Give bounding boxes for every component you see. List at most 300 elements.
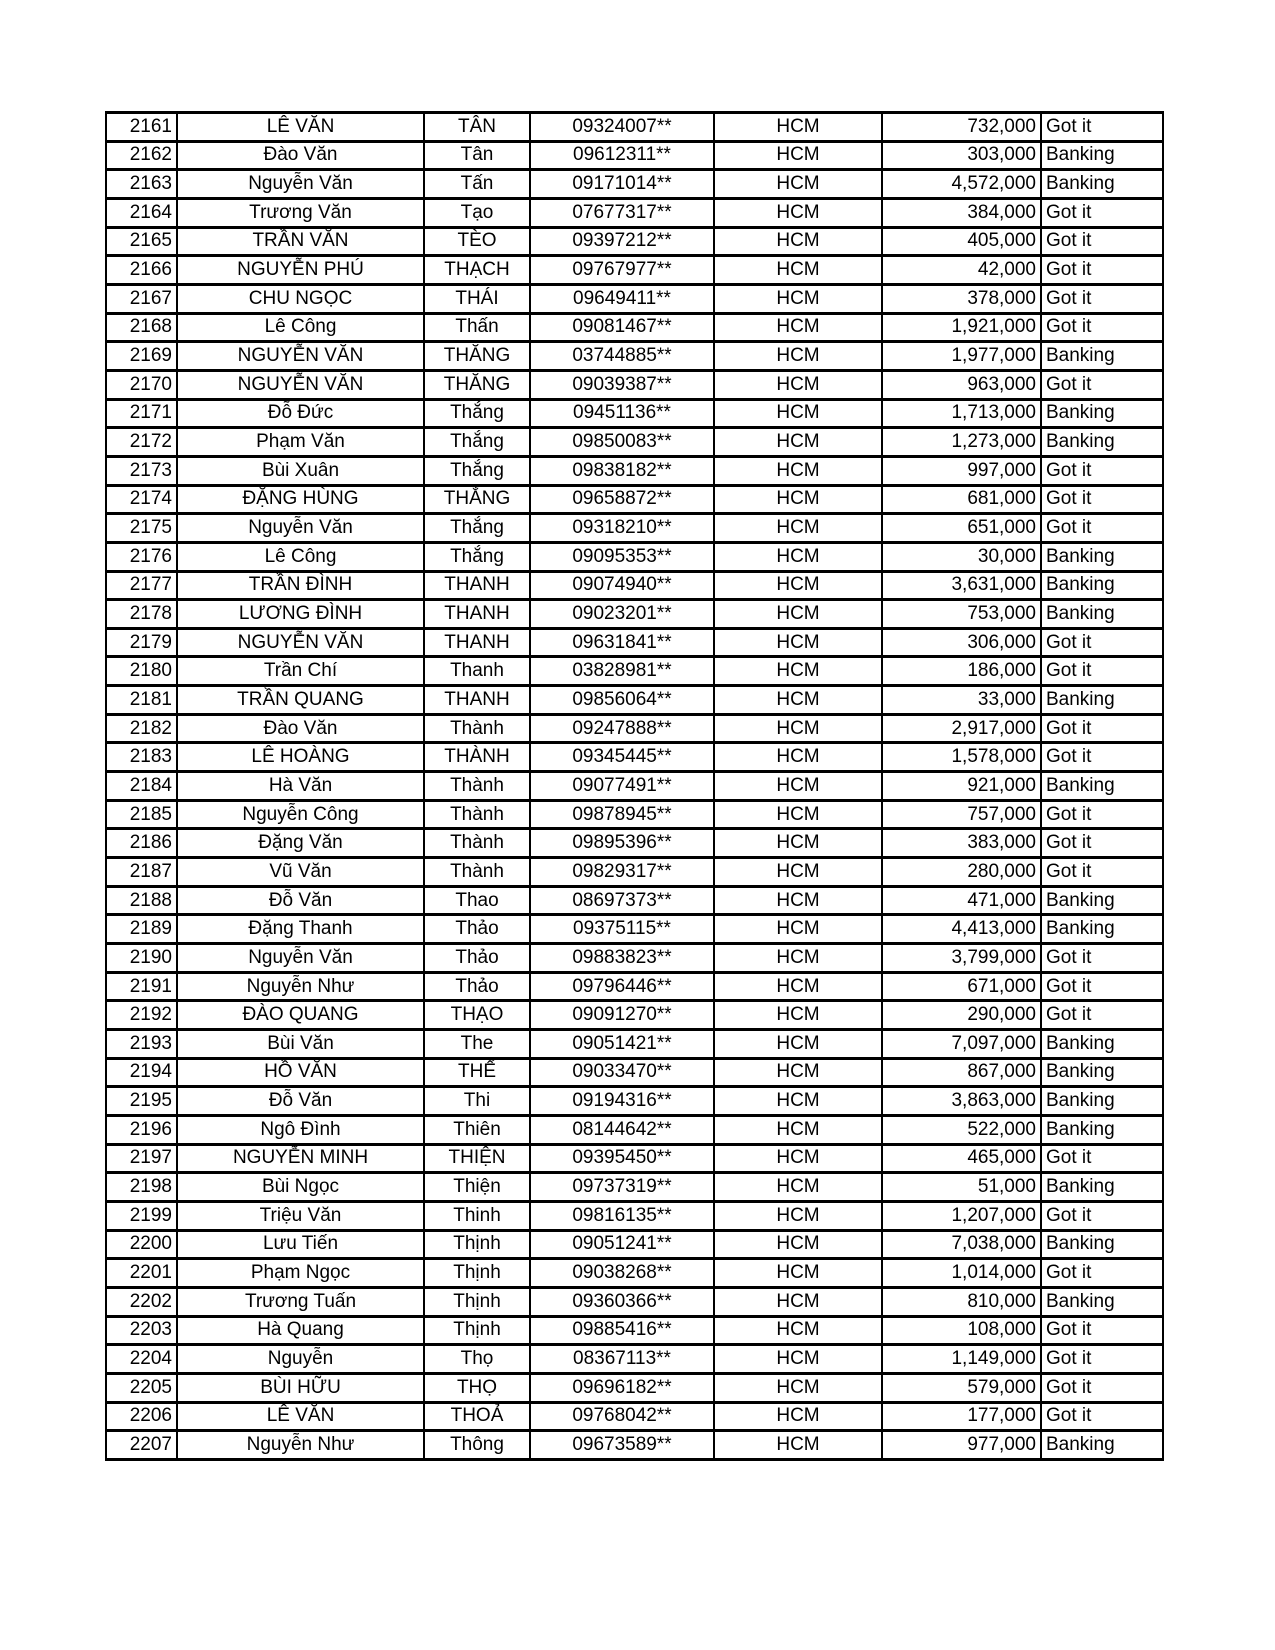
cell-status: Got it — [1041, 657, 1163, 686]
cell-phone: 09091270** — [530, 1001, 714, 1030]
table-row — [106, 198, 1163, 227]
table-row — [106, 800, 1163, 829]
cell-row-id: 2168 — [106, 313, 177, 342]
cell-amount: 1,713,000 — [882, 399, 1041, 428]
table-row — [106, 829, 1163, 858]
cell-row-id: 2179 — [106, 628, 177, 657]
cell-city: HCM — [714, 1201, 882, 1230]
cell-first-name: Bùi Văn — [177, 1030, 424, 1059]
cell-phone: 09838182** — [530, 456, 714, 485]
cell-phone: 09247888** — [530, 714, 714, 743]
cell-city: HCM — [714, 1402, 882, 1431]
cell-last-name: Thịnh — [424, 1287, 530, 1316]
cell-row-id: 2193 — [106, 1030, 177, 1059]
cell-first-name: Đỗ Văn — [177, 1087, 424, 1116]
table-body — [106, 113, 1163, 1460]
cell-city: HCM — [714, 1316, 882, 1345]
cell-first-name: Nguyễn Văn — [177, 944, 424, 973]
cell-row-id: 2180 — [106, 657, 177, 686]
cell-first-name: Đào Văn — [177, 714, 424, 743]
cell-row-id: 2164 — [106, 198, 177, 227]
table-row — [106, 886, 1163, 915]
cell-first-name: Hà Quang — [177, 1316, 424, 1345]
cell-row-id: 2161 — [106, 113, 177, 142]
cell-last-name: Thành — [424, 829, 530, 858]
cell-amount: 186,000 — [882, 657, 1041, 686]
cell-amount: 51,000 — [882, 1173, 1041, 1202]
cell-status: Got it — [1041, 972, 1163, 1001]
cell-first-name: Đỗ Văn — [177, 886, 424, 915]
table-row — [106, 227, 1163, 256]
cell-amount: 7,097,000 — [882, 1030, 1041, 1059]
cell-first-name: Ngô Đình — [177, 1115, 424, 1144]
cell-first-name: Nguyễn Công — [177, 800, 424, 829]
cell-first-name: LÊ VĂN — [177, 113, 424, 142]
cell-city: HCM — [714, 1287, 882, 1316]
cell-first-name: NGUYỄN PHÚ — [177, 256, 424, 285]
cell-first-name: Đặng Thanh — [177, 915, 424, 944]
cell-last-name: THANH — [424, 686, 530, 715]
cell-status: Got it — [1041, 198, 1163, 227]
cell-first-name: Nguyễn Như — [177, 972, 424, 1001]
cell-first-name: Nguyễn Như — [177, 1431, 424, 1460]
cell-status: Got it — [1041, 829, 1163, 858]
cell-last-name: The — [424, 1030, 530, 1059]
cell-first-name: Đào Văn — [177, 141, 424, 170]
cell-status: Got it — [1041, 313, 1163, 342]
cell-amount: 867,000 — [882, 1058, 1041, 1087]
cell-status: Banking — [1041, 542, 1163, 571]
table-row — [106, 542, 1163, 571]
cell-row-id: 2201 — [106, 1259, 177, 1288]
cell-amount: 753,000 — [882, 600, 1041, 629]
cell-last-name: TÈO — [424, 227, 530, 256]
table-row — [106, 1115, 1163, 1144]
cell-first-name: ĐẶNG HÙNG — [177, 485, 424, 514]
cell-city: HCM — [714, 1345, 882, 1374]
cell-amount: 757,000 — [882, 800, 1041, 829]
cell-phone: 09895396** — [530, 829, 714, 858]
cell-phone: 09038268** — [530, 1259, 714, 1288]
cell-phone: 09077491** — [530, 772, 714, 801]
cell-phone: 08367113** — [530, 1345, 714, 1374]
cell-status: Got it — [1041, 944, 1163, 973]
cell-first-name: ĐÀO QUANG — [177, 1001, 424, 1030]
cell-amount: 921,000 — [882, 772, 1041, 801]
cell-amount: 4,572,000 — [882, 170, 1041, 199]
cell-amount: 3,863,000 — [882, 1087, 1041, 1116]
cell-row-id: 2178 — [106, 600, 177, 629]
cell-status: Banking — [1041, 1058, 1163, 1087]
table-row — [106, 1201, 1163, 1230]
cell-status: Got it — [1041, 1201, 1163, 1230]
table-row — [106, 342, 1163, 371]
cell-phone: 09612311** — [530, 141, 714, 170]
cell-phone: 09397212** — [530, 227, 714, 256]
cell-first-name: NGUYỄN MINH — [177, 1144, 424, 1173]
cell-status: Banking — [1041, 428, 1163, 457]
cell-amount: 997,000 — [882, 456, 1041, 485]
cell-row-id: 2200 — [106, 1230, 177, 1259]
cell-city: HCM — [714, 399, 882, 428]
cell-status: Got it — [1041, 370, 1163, 399]
cell-last-name: Thi — [424, 1087, 530, 1116]
cell-first-name: LÊ VĂN — [177, 1402, 424, 1431]
cell-status: Banking — [1041, 342, 1163, 371]
cell-city: HCM — [714, 456, 882, 485]
cell-city: HCM — [714, 428, 882, 457]
cell-row-id: 2189 — [106, 915, 177, 944]
cell-city: HCM — [714, 657, 882, 686]
cell-phone: 09360366** — [530, 1287, 714, 1316]
cell-first-name: TRẦN VĂN — [177, 227, 424, 256]
cell-first-name: Nguyễn Văn — [177, 170, 424, 199]
cell-amount: 303,000 — [882, 141, 1041, 170]
cell-status: Banking — [1041, 1230, 1163, 1259]
cell-amount: 1,921,000 — [882, 313, 1041, 342]
cell-amount: 177,000 — [882, 1402, 1041, 1431]
cell-first-name: Trần Chí — [177, 657, 424, 686]
cell-status: Got it — [1041, 1259, 1163, 1288]
cell-status: Banking — [1041, 686, 1163, 715]
cell-status: Banking — [1041, 600, 1163, 629]
cell-city: HCM — [714, 542, 882, 571]
cell-first-name: Phạm Văn — [177, 428, 424, 457]
cell-row-id: 2173 — [106, 456, 177, 485]
cell-city: HCM — [714, 1087, 882, 1116]
cell-amount: 290,000 — [882, 1001, 1041, 1030]
cell-row-id: 2196 — [106, 1115, 177, 1144]
table-row — [106, 1230, 1163, 1259]
cell-phone: 09395450** — [530, 1144, 714, 1173]
cell-city: HCM — [714, 772, 882, 801]
cell-row-id: 2183 — [106, 743, 177, 772]
cell-first-name: Nguyễn Văn — [177, 514, 424, 543]
cell-amount: 33,000 — [882, 686, 1041, 715]
cell-status: Got it — [1041, 485, 1163, 514]
cell-last-name: Thắng — [424, 399, 530, 428]
cell-row-id: 2195 — [106, 1087, 177, 1116]
cell-first-name: Trương Tuấn — [177, 1287, 424, 1316]
cell-status: Banking — [1041, 1087, 1163, 1116]
cell-last-name: THẾ — [424, 1058, 530, 1087]
cell-last-name: THỌ — [424, 1373, 530, 1402]
table-row — [106, 170, 1163, 199]
cell-amount: 579,000 — [882, 1373, 1041, 1402]
cell-phone: 09737319** — [530, 1173, 714, 1202]
cell-row-id: 2186 — [106, 829, 177, 858]
cell-row-id: 2190 — [106, 944, 177, 973]
cell-amount: 1,014,000 — [882, 1259, 1041, 1288]
cell-first-name: Lê Công — [177, 313, 424, 342]
cell-phone: 03828981** — [530, 657, 714, 686]
cell-first-name: Lê Công — [177, 542, 424, 571]
cell-city: HCM — [714, 1144, 882, 1173]
cell-last-name: THANH — [424, 600, 530, 629]
table-row — [106, 256, 1163, 285]
cell-city: HCM — [714, 628, 882, 657]
table-row — [106, 514, 1163, 543]
cell-last-name: Thọ — [424, 1345, 530, 1374]
cell-city: HCM — [714, 198, 882, 227]
cell-first-name: Triệu Văn — [177, 1201, 424, 1230]
cell-first-name: TRẦN ĐÌNH — [177, 571, 424, 600]
table-row — [106, 370, 1163, 399]
cell-first-name: Hà Văn — [177, 772, 424, 801]
cell-city: HCM — [714, 800, 882, 829]
cell-status: Got it — [1041, 514, 1163, 543]
cell-row-id: 2182 — [106, 714, 177, 743]
cell-row-id: 2171 — [106, 399, 177, 428]
cell-row-id: 2167 — [106, 284, 177, 313]
cell-first-name: Phạm Ngọc — [177, 1259, 424, 1288]
cell-amount: 383,000 — [882, 829, 1041, 858]
cell-status: Got it — [1041, 1345, 1163, 1374]
table-row — [106, 628, 1163, 657]
cell-first-name: Lưu Tiến — [177, 1230, 424, 1259]
cell-city: HCM — [714, 915, 882, 944]
cell-last-name: THIỆN — [424, 1144, 530, 1173]
cell-row-id: 2184 — [106, 772, 177, 801]
cell-city: HCM — [714, 571, 882, 600]
cell-last-name: THẠCH — [424, 256, 530, 285]
cell-last-name: Thịnh — [424, 1230, 530, 1259]
cell-row-id: 2166 — [106, 256, 177, 285]
cell-row-id: 2170 — [106, 370, 177, 399]
cell-status: Got it — [1041, 227, 1163, 256]
table-row — [106, 915, 1163, 944]
cell-status: Banking — [1041, 772, 1163, 801]
cell-city: HCM — [714, 313, 882, 342]
cell-amount: 732,000 — [882, 113, 1041, 142]
cell-last-name: Tấn — [424, 170, 530, 199]
cell-last-name: Thành — [424, 772, 530, 801]
cell-status: Got it — [1041, 743, 1163, 772]
cell-row-id: 2206 — [106, 1402, 177, 1431]
cell-first-name: Đặng Văn — [177, 829, 424, 858]
cell-status: Got it — [1041, 800, 1163, 829]
table-row — [106, 1173, 1163, 1202]
cell-city: HCM — [714, 342, 882, 371]
cell-amount: 465,000 — [882, 1144, 1041, 1173]
cell-last-name: Thắng — [424, 542, 530, 571]
cell-last-name: Thành — [424, 858, 530, 887]
cell-phone: 09883823** — [530, 944, 714, 973]
cell-status: Got it — [1041, 1001, 1163, 1030]
cell-first-name: Nguyễn — [177, 1345, 424, 1374]
cell-row-id: 2175 — [106, 514, 177, 543]
cell-row-id: 2188 — [106, 886, 177, 915]
table-row — [106, 1402, 1163, 1431]
cell-row-id: 2191 — [106, 972, 177, 1001]
cell-phone: 09649411** — [530, 284, 714, 313]
cell-amount: 1,273,000 — [882, 428, 1041, 457]
cell-row-id: 2198 — [106, 1173, 177, 1202]
cell-city: HCM — [714, 1115, 882, 1144]
cell-phone: 09878945** — [530, 800, 714, 829]
cell-city: HCM — [714, 944, 882, 973]
cell-last-name: THÁI — [424, 284, 530, 313]
cell-city: HCM — [714, 1259, 882, 1288]
cell-first-name: NGUYỄN VĂN — [177, 342, 424, 371]
cell-city: HCM — [714, 113, 882, 142]
cell-phone: 09074940** — [530, 571, 714, 600]
table-row — [106, 284, 1163, 313]
cell-status: Got it — [1041, 256, 1163, 285]
cell-row-id: 2185 — [106, 800, 177, 829]
cell-row-id: 2163 — [106, 170, 177, 199]
cell-amount: 108,000 — [882, 1316, 1041, 1345]
table-row — [106, 858, 1163, 887]
cell-row-id: 2174 — [106, 485, 177, 514]
cell-amount: 471,000 — [882, 886, 1041, 915]
cell-city: HCM — [714, 1030, 882, 1059]
cell-phone: 09696182** — [530, 1373, 714, 1402]
cell-phone: 09767977** — [530, 256, 714, 285]
cell-amount: 651,000 — [882, 514, 1041, 543]
cell-status: Banking — [1041, 1173, 1163, 1202]
cell-first-name: Bùi Xuân — [177, 456, 424, 485]
cell-city: HCM — [714, 686, 882, 715]
cell-amount: 280,000 — [882, 858, 1041, 887]
cell-phone: 09194316** — [530, 1087, 714, 1116]
cell-row-id: 2187 — [106, 858, 177, 887]
table-row — [106, 1144, 1163, 1173]
cell-phone: 09345445** — [530, 743, 714, 772]
table-row — [106, 657, 1163, 686]
cell-last-name: Thanh — [424, 657, 530, 686]
table-row — [106, 313, 1163, 342]
cell-row-id: 2177 — [106, 571, 177, 600]
cell-amount: 671,000 — [882, 972, 1041, 1001]
cell-first-name: CHU NGỌC — [177, 284, 424, 313]
cell-amount: 2,917,000 — [882, 714, 1041, 743]
cell-city: HCM — [714, 1373, 882, 1402]
cell-last-name: Thông — [424, 1431, 530, 1460]
cell-city: HCM — [714, 743, 882, 772]
cell-phone: 09051241** — [530, 1230, 714, 1259]
cell-last-name: THANH — [424, 571, 530, 600]
cell-status: Got it — [1041, 284, 1163, 313]
cell-amount: 1,207,000 — [882, 1201, 1041, 1230]
table-row — [106, 1287, 1163, 1316]
cell-last-name: THANH — [424, 628, 530, 657]
cell-phone: 07677317** — [530, 198, 714, 227]
cell-amount: 810,000 — [882, 1287, 1041, 1316]
cell-city: HCM — [714, 1058, 882, 1087]
cell-amount: 306,000 — [882, 628, 1041, 657]
table-row — [106, 772, 1163, 801]
cell-row-id: 2162 — [106, 141, 177, 170]
cell-row-id: 2199 — [106, 1201, 177, 1230]
cell-amount: 1,149,000 — [882, 1345, 1041, 1374]
cell-last-name: THÀNH — [424, 743, 530, 772]
table-row — [106, 1431, 1163, 1460]
cell-status: Banking — [1041, 1030, 1163, 1059]
cell-last-name: Tạo — [424, 198, 530, 227]
cell-status: Got it — [1041, 628, 1163, 657]
cell-amount: 522,000 — [882, 1115, 1041, 1144]
cell-phone: 09033470** — [530, 1058, 714, 1087]
cell-city: HCM — [714, 485, 882, 514]
cell-phone: 09856064** — [530, 686, 714, 715]
cell-phone: 09095353** — [530, 542, 714, 571]
cell-city: HCM — [714, 714, 882, 743]
cell-last-name: Thảo — [424, 915, 530, 944]
cell-phone: 08697373** — [530, 886, 714, 915]
cell-last-name: Thao — [424, 886, 530, 915]
cell-first-name: Trương Văn — [177, 198, 424, 227]
table-row — [106, 428, 1163, 457]
cell-phone: 09829317** — [530, 858, 714, 887]
cell-last-name: Tân — [424, 141, 530, 170]
cell-status: Got it — [1041, 1144, 1163, 1173]
cell-status: Banking — [1041, 399, 1163, 428]
cell-amount: 378,000 — [882, 284, 1041, 313]
cell-city: HCM — [714, 514, 882, 543]
table-row — [106, 399, 1163, 428]
cell-city: HCM — [714, 829, 882, 858]
cell-last-name: Thành — [424, 714, 530, 743]
cell-city: HCM — [714, 256, 882, 285]
table-row — [106, 571, 1163, 600]
table-row — [106, 1259, 1163, 1288]
table-row — [106, 714, 1163, 743]
cell-row-id: 2181 — [106, 686, 177, 715]
table-row — [106, 485, 1163, 514]
cell-status: Got it — [1041, 1316, 1163, 1345]
cell-first-name: LÊ HOÀNG — [177, 743, 424, 772]
table-row — [106, 1030, 1163, 1059]
cell-row-id: 2192 — [106, 1001, 177, 1030]
cell-last-name: Thành — [424, 800, 530, 829]
cell-phone: 09885416** — [530, 1316, 714, 1345]
cell-status: Got it — [1041, 858, 1163, 887]
cell-phone: 09816135** — [530, 1201, 714, 1230]
cell-last-name: THĂNG — [424, 370, 530, 399]
cell-city: HCM — [714, 370, 882, 399]
cell-phone: 09051421** — [530, 1030, 714, 1059]
cell-amount: 4,413,000 — [882, 915, 1041, 944]
cell-last-name: THẮNG — [424, 485, 530, 514]
cell-row-id: 2165 — [106, 227, 177, 256]
cell-phone: 09673589** — [530, 1431, 714, 1460]
cell-amount: 977,000 — [882, 1431, 1041, 1460]
cell-city: HCM — [714, 858, 882, 887]
cell-last-name: THẠO — [424, 1001, 530, 1030]
cell-first-name: Bùi Ngọc — [177, 1173, 424, 1202]
cell-phone: 09039387** — [530, 370, 714, 399]
cell-first-name: Đỗ Đức — [177, 399, 424, 428]
cell-status: Got it — [1041, 1373, 1163, 1402]
cell-status: Banking — [1041, 886, 1163, 915]
cell-first-name: TRẦN QUANG — [177, 686, 424, 715]
cell-amount: 384,000 — [882, 198, 1041, 227]
cell-row-id: 2172 — [106, 428, 177, 457]
cell-row-id: 2202 — [106, 1287, 177, 1316]
cell-phone: 09768042** — [530, 1402, 714, 1431]
cell-last-name: THOẢ — [424, 1402, 530, 1431]
cell-amount: 963,000 — [882, 370, 1041, 399]
table-row — [106, 1373, 1163, 1402]
cell-city: HCM — [714, 1230, 882, 1259]
cell-amount: 42,000 — [882, 256, 1041, 285]
cell-row-id: 2207 — [106, 1431, 177, 1460]
cell-status: Got it — [1041, 113, 1163, 142]
cell-phone: 09318210** — [530, 514, 714, 543]
cell-city: HCM — [714, 1173, 882, 1202]
cell-first-name: HỒ VĂN — [177, 1058, 424, 1087]
